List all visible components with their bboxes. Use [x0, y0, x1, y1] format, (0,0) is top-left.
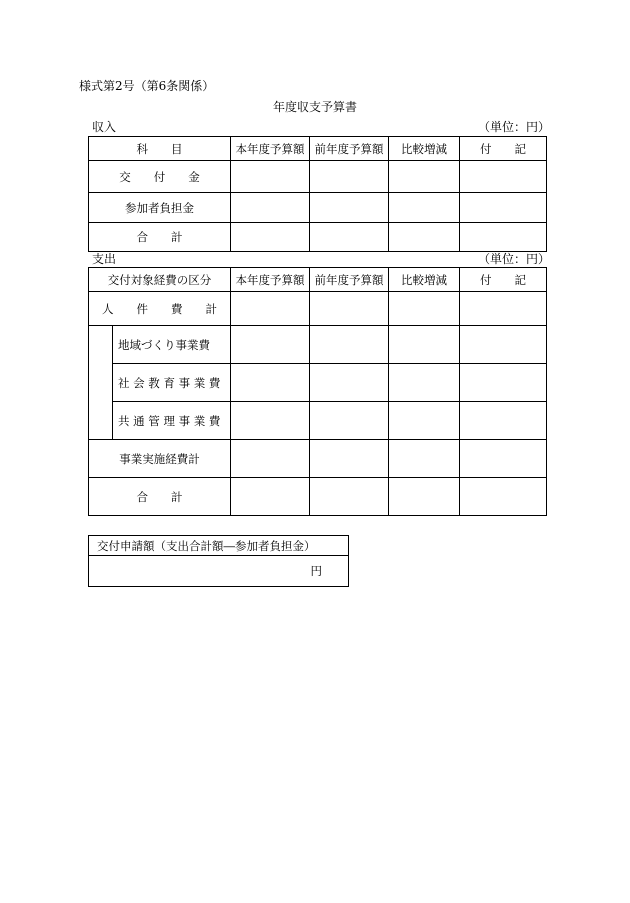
- expense-header-row: [89, 268, 547, 292]
- cell-current-budget[interactable]: [231, 440, 310, 478]
- row-label: 事業実施経費計: [89, 440, 231, 478]
- request-amount-table: [88, 535, 349, 587]
- cell-change[interactable]: [389, 223, 460, 252]
- income-header-row: [89, 137, 547, 161]
- cell-previous-budget[interactable]: [310, 326, 389, 364]
- cell-notes[interactable]: [460, 193, 547, 223]
- header-notes: 付 記: [460, 137, 547, 161]
- cell-notes[interactable]: [460, 223, 547, 252]
- cell-previous-budget[interactable]: [310, 161, 389, 193]
- cell-current-budget[interactable]: [231, 161, 310, 193]
- income-row-participant-fee: [89, 193, 547, 223]
- row-label: 地域づくり事業費: [113, 326, 231, 364]
- expense-section-label: 支出: [92, 252, 117, 266]
- cell-previous-budget[interactable]: [310, 478, 389, 516]
- header-change: 比較増減: [389, 268, 460, 292]
- cell-previous-budget[interactable]: [310, 402, 389, 440]
- row-label: 社 会 教 育 事 業 費: [113, 364, 231, 402]
- header-current-budget: 本年度予算額: [231, 268, 310, 292]
- row-label: 人 件 費 計: [89, 292, 231, 326]
- income-row-grant: [89, 161, 547, 193]
- cell-change[interactable]: [389, 292, 460, 326]
- income-section-label: 収入: [92, 120, 117, 134]
- income-row-total: [89, 223, 547, 252]
- cell-current-budget[interactable]: [231, 193, 310, 223]
- indent-spacer: [89, 326, 113, 440]
- cell-previous-budget[interactable]: [310, 292, 389, 326]
- expense-row-total: [89, 478, 547, 516]
- expense-row-personnel: [89, 292, 547, 326]
- header-current-budget: 本年度予算額: [231, 137, 310, 161]
- row-label: 交 付 金: [89, 161, 231, 193]
- cell-previous-budget[interactable]: [310, 364, 389, 402]
- cell-previous-budget[interactable]: [310, 193, 389, 223]
- cell-current-budget[interactable]: [231, 402, 310, 440]
- cell-current-budget[interactable]: [231, 326, 310, 364]
- request-amount-label: 交付申請額（支出合計額―参加者負担金）: [89, 536, 349, 556]
- header-change: 比較増減: [389, 137, 460, 161]
- cell-notes[interactable]: [460, 326, 547, 364]
- cell-notes[interactable]: [460, 478, 547, 516]
- header-item: 科 目: [89, 137, 231, 161]
- row-label: 参加者負担金: [89, 193, 231, 223]
- header-category: 交付対象経費の区分: [89, 268, 231, 292]
- income-table: [88, 136, 547, 252]
- expense-table: [88, 267, 547, 516]
- expense-unit-label: （単位：円）: [478, 252, 551, 266]
- cell-notes[interactable]: [460, 292, 547, 326]
- cell-change[interactable]: [389, 193, 460, 223]
- cell-change[interactable]: [389, 440, 460, 478]
- cell-notes[interactable]: [460, 364, 547, 402]
- cell-previous-budget[interactable]: [310, 440, 389, 478]
- header-previous-budget: 前年度予算額: [310, 137, 389, 161]
- cell-current-budget[interactable]: [231, 223, 310, 252]
- cell-change[interactable]: [389, 364, 460, 402]
- cell-change[interactable]: [389, 402, 460, 440]
- expense-row-operating-total: [89, 440, 547, 478]
- cell-change[interactable]: [389, 478, 460, 516]
- expense-row-common-management: [89, 402, 547, 440]
- header-previous-budget: 前年度予算額: [310, 268, 389, 292]
- row-label: 共 通 管 理 事 業 費: [113, 402, 231, 440]
- expense-row-community: [89, 326, 547, 364]
- cell-notes[interactable]: [460, 161, 547, 193]
- row-label: 合 計: [89, 223, 231, 252]
- cell-current-budget[interactable]: [231, 478, 310, 516]
- request-amount-unit: 円: [310, 564, 322, 578]
- row-label: 合 計: [89, 478, 231, 516]
- form-id: 様式第2号（第6条関係）: [79, 79, 215, 93]
- header-notes: 付 記: [460, 268, 547, 292]
- cell-change[interactable]: [389, 161, 460, 193]
- cell-current-budget[interactable]: [231, 364, 310, 402]
- income-unit-label: （単位：円）: [478, 120, 551, 134]
- cell-notes[interactable]: [460, 402, 547, 440]
- cell-change[interactable]: [389, 326, 460, 364]
- request-amount-field[interactable]: [89, 556, 349, 587]
- cell-notes[interactable]: [460, 440, 547, 478]
- expense-row-social-education: [89, 364, 547, 402]
- document-title: 年度収支予算書: [272, 100, 357, 114]
- cell-current-budget[interactable]: [231, 292, 310, 326]
- cell-previous-budget[interactable]: [310, 223, 389, 252]
